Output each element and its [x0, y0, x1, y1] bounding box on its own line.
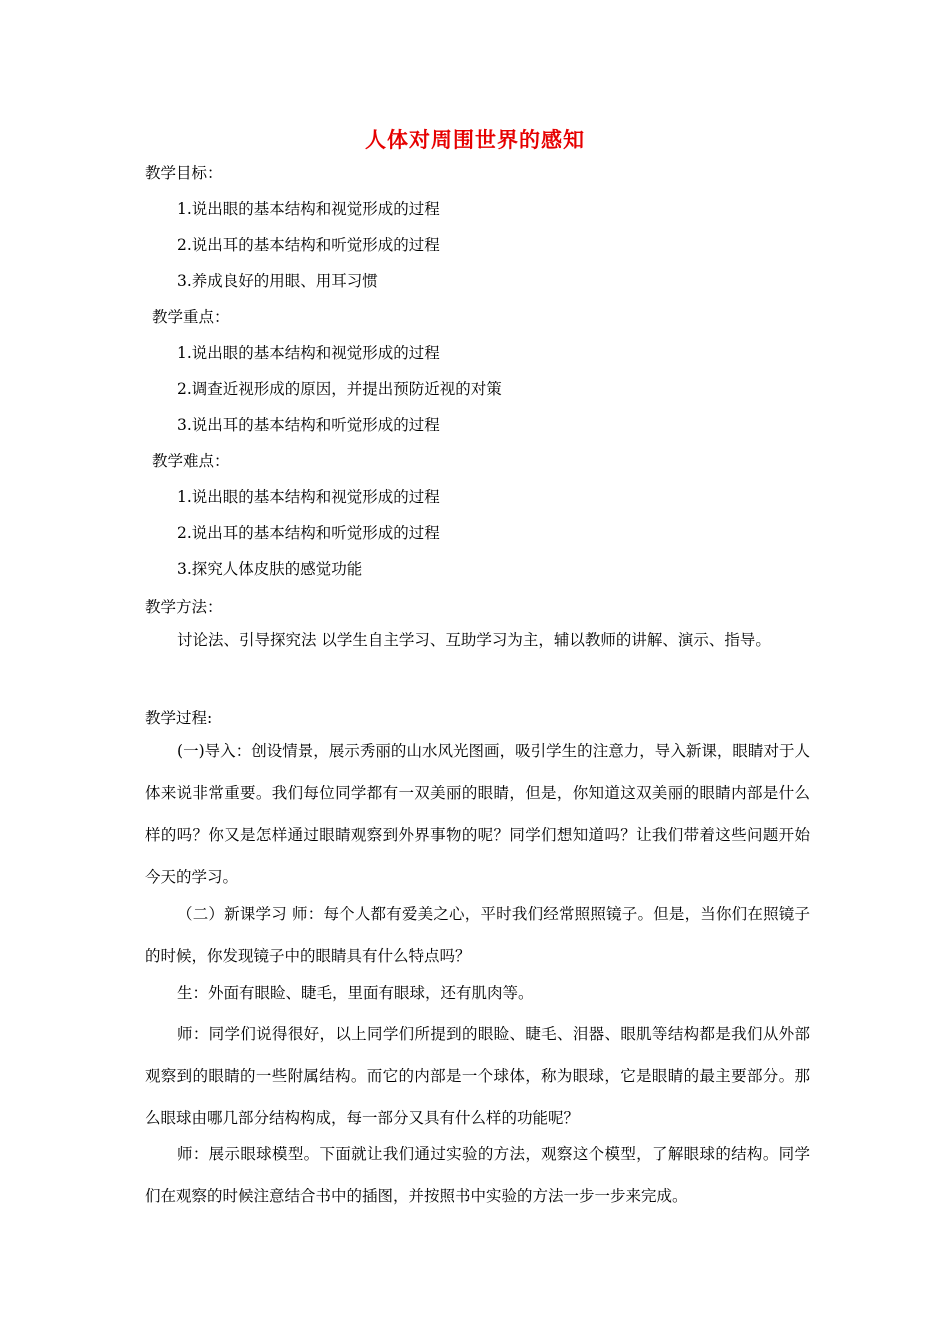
- process-paragraph-teacher-1: 师：同学们说得很好，以上同学们所提到的眼睑、睫毛、泪器、眼肌等结构都是我们从外部观察到的眼睛的一些附属结构。而它的内部是一个球体，称为眼球，它是眼睛的最主要部分。那么眼球由哪几部分结构构成，每一部分又具有什么样的功能呢？: [145, 1025, 810, 1127]
- methods-heading: 教学方法：: [145, 598, 223, 616]
- difficulty-item-2: 2.说出耳的基本结构和听觉形成的过程: [177, 524, 440, 542]
- objective-item-2: 2.说出耳的基本结构和听觉形成的过程: [177, 236, 440, 254]
- process-heading: 教学过程:: [145, 709, 213, 727]
- objective-item-3: 3.养成良好的用眼、用耳习惯: [177, 272, 378, 290]
- process-paragraph-new-lesson: （二）新课学习 师：每个人都有爱美之心，平时我们经常照照镜子。但是，当你们在照镜子的时候，你发现镜子中的眼睛具有什么特点吗？: [145, 905, 810, 965]
- key-point-item-1: 1.说出眼的基本结构和视觉形成的过程: [177, 344, 440, 362]
- document-title: 人体对周围世界的感知: [365, 127, 585, 152]
- key-point-item-3: 3.说出耳的基本结构和听觉形成的过程: [177, 416, 440, 434]
- process-paragraph-intro: (一)导入：创设情景，展示秀丽的山水风光图画，吸引学生的注意力，导入新课，眼睛对于人体来说非常重要。我们每位同学都有一双美丽的眼睛，但是，你知道这双美丽的眼睛内部是什么样的吗？你又是怎样通过眼睛观察到外界事物的呢？同学们想知道吗？让我们带着这些问题开始今天的学习。: [145, 742, 810, 886]
- key-points-heading: 教学重点：: [152, 308, 230, 326]
- methods-text: 讨论法、引导探究法 以学生自主学习、互助学习为主，辅以教师的讲解、演示、指导。: [177, 631, 771, 649]
- objective-item-1: 1.说出眼的基本结构和视觉形成的过程: [177, 200, 440, 218]
- key-point-item-2: 2.调查近视形成的原因，并提出预防近视的对策: [177, 380, 502, 398]
- process-paragraph-student: 生：外面有眼睑、睫毛，里面有眼球，还有肌肉等。: [177, 984, 534, 1002]
- difficulty-item-3: 3.探究人体皮肤的感觉功能: [177, 560, 363, 578]
- difficulty-item-1: 1.说出眼的基本结构和视觉形成的过程: [177, 488, 440, 506]
- objectives-heading: 教学目标：: [145, 164, 223, 182]
- process-paragraph-teacher-2: 师：展示眼球模型。下面就让我们通过实验的方法，观察这个模型，了解眼球的结构。同学们在观察的时候注意结合书中的插图，并按照书中实验的方法一步一步来完成。: [145, 1145, 810, 1205]
- difficulties-heading: 教学难点：: [152, 452, 230, 470]
